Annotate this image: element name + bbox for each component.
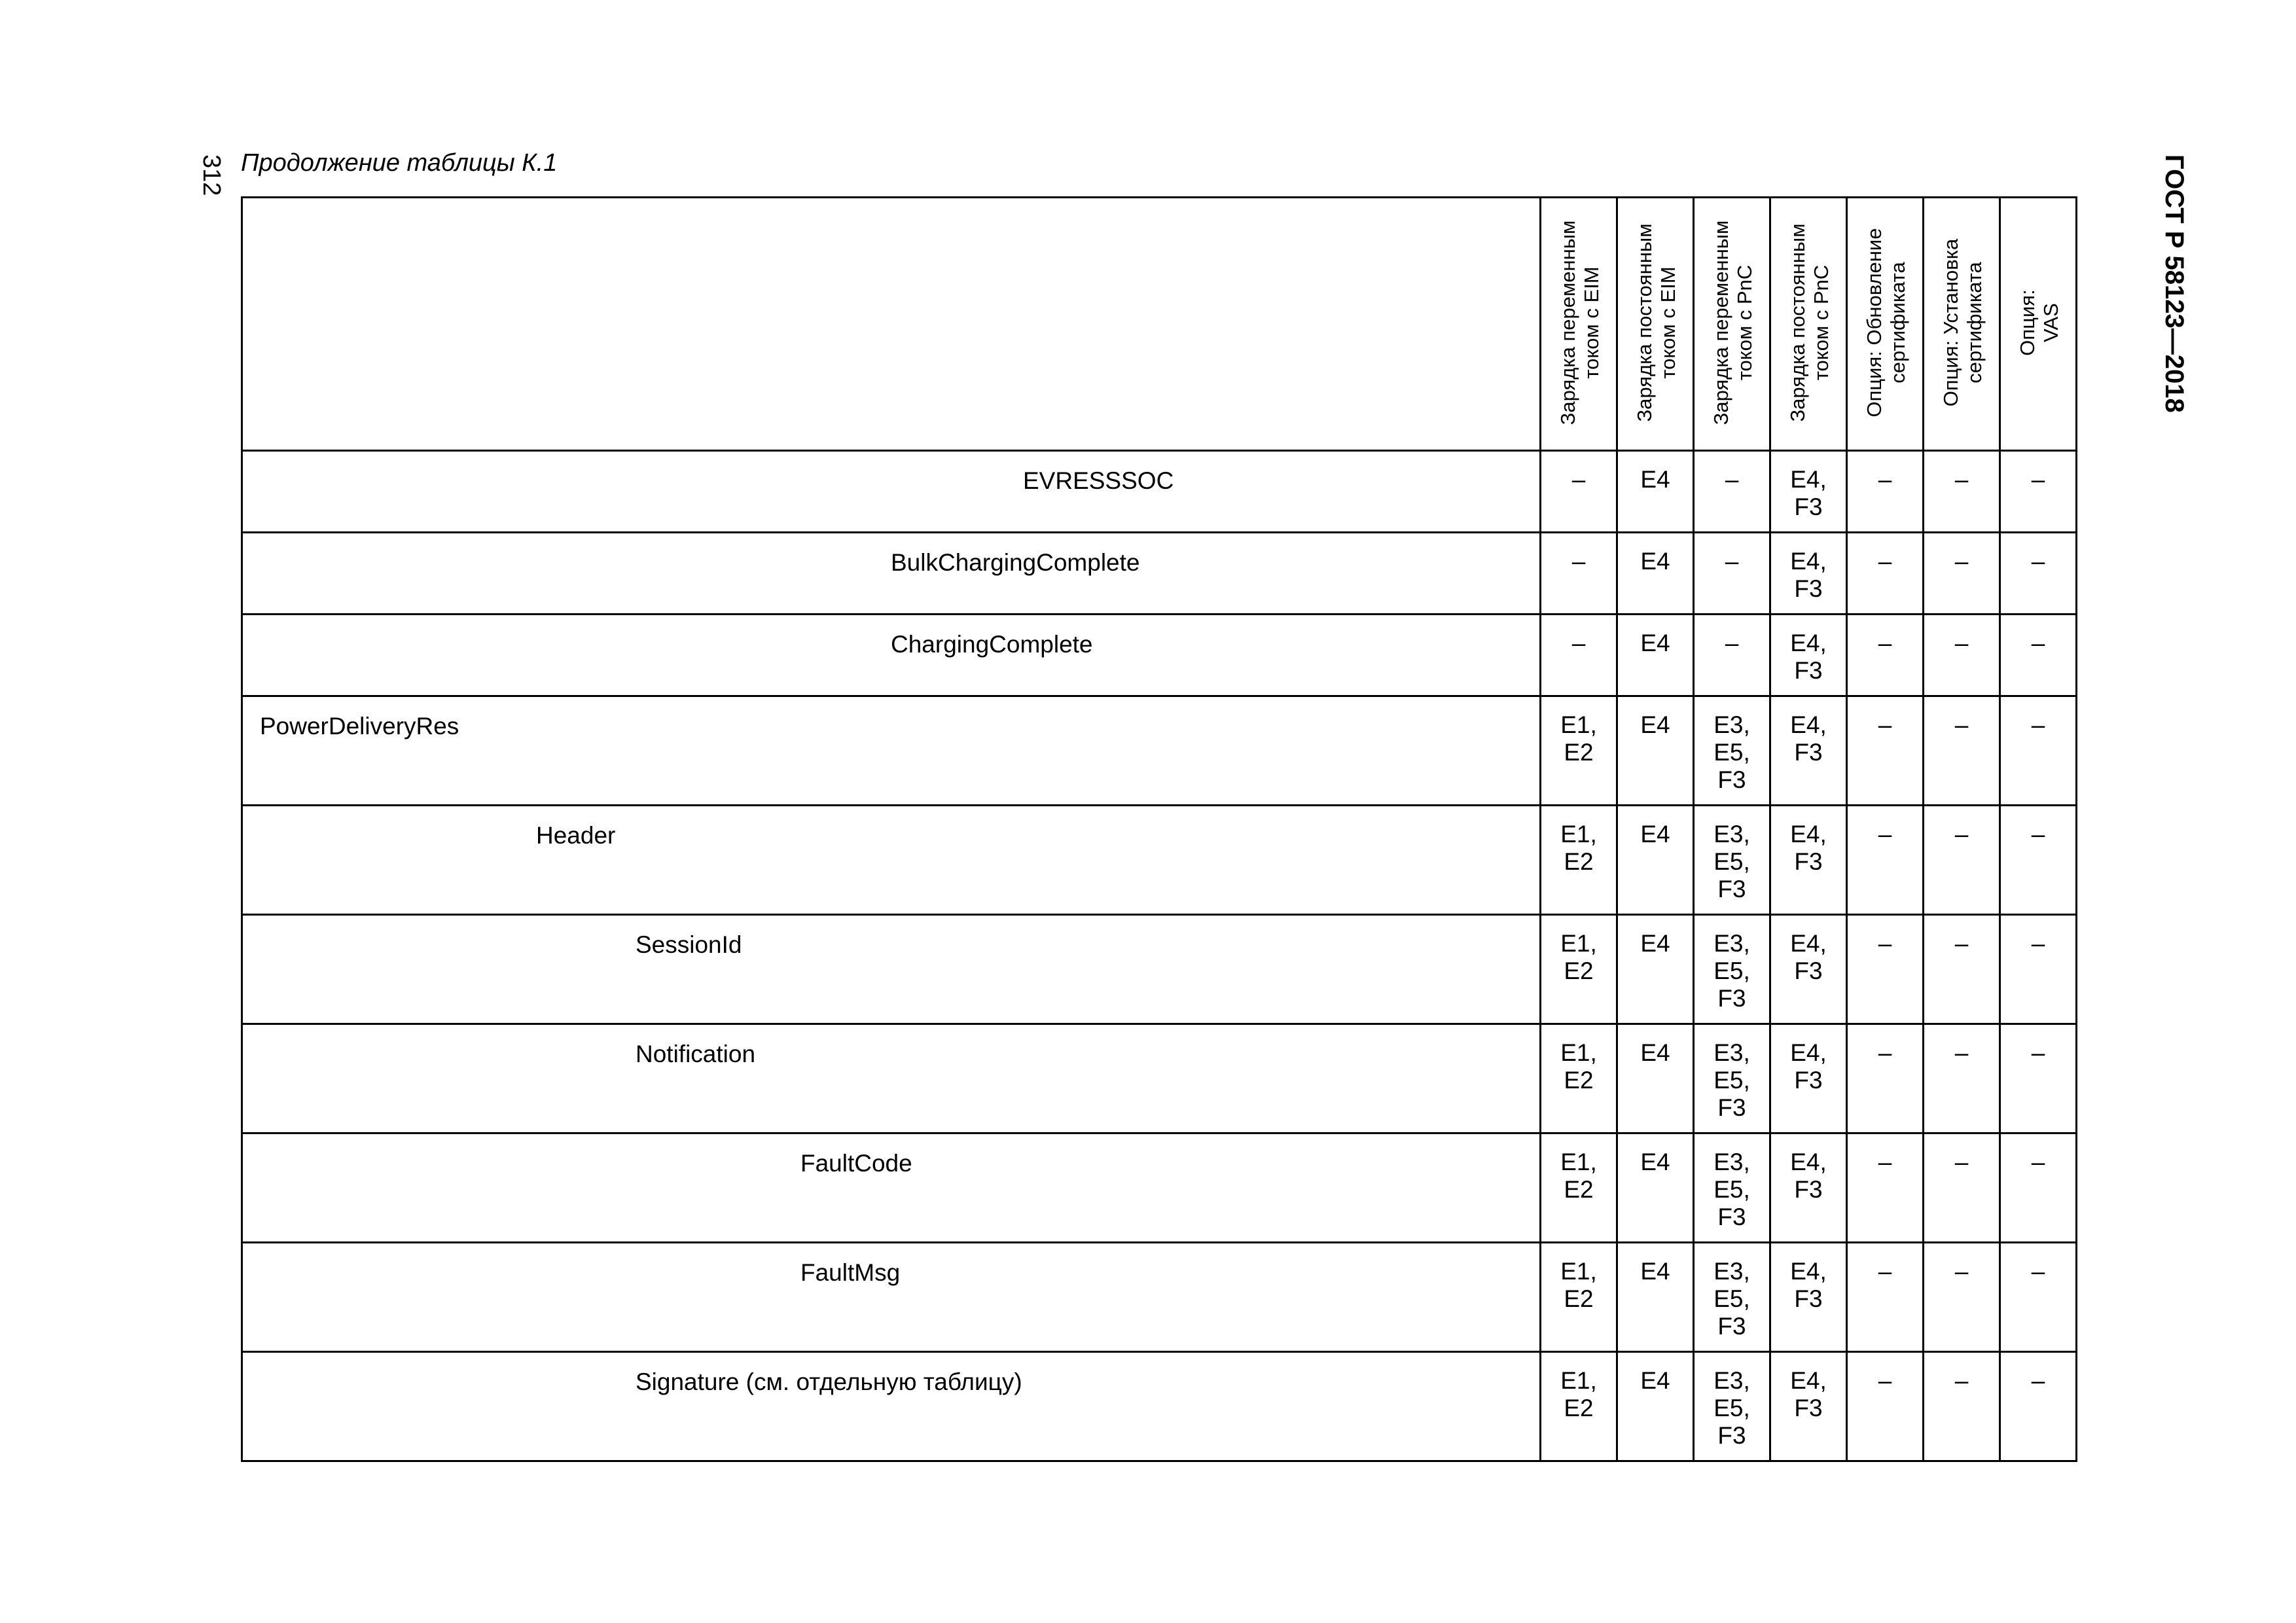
row-name-cell bbox=[242, 696, 1541, 806]
cell-ac-eim: E1, E2 bbox=[1541, 1133, 1617, 1243]
cell-cert-update: – bbox=[1847, 1133, 1924, 1243]
header-dc-eim: Зарядка постоянным током с EIM bbox=[1617, 198, 1694, 451]
cell-dc-pnc: E4, F3 bbox=[1770, 533, 1847, 615]
cell-vas: – bbox=[2000, 1243, 2077, 1352]
cell-ac-eim: E1, E2 bbox=[1541, 806, 1617, 915]
cell-cert-update: – bbox=[1847, 696, 1924, 806]
cell-cert-update: – bbox=[1847, 533, 1924, 615]
cell-ac-eim: E1, E2 bbox=[1541, 1352, 1617, 1461]
cell-cert-install: – bbox=[1924, 1133, 2000, 1243]
cell-dc-eim: E4 bbox=[1617, 1243, 1694, 1352]
cell-dc-eim: E4 bbox=[1617, 806, 1694, 915]
cell-ac-pnc: E3, E5, F3 bbox=[1694, 806, 1770, 915]
cell-cert-install: – bbox=[1924, 806, 2000, 915]
header-cert-install: Опция: Установка сертификата bbox=[1924, 198, 2000, 451]
cell-cert-install: – bbox=[1924, 1352, 2000, 1461]
cell-dc-pnc: E4, F3 bbox=[1770, 806, 1847, 915]
header-ac-pnc: Зарядка переменным током с PnC bbox=[1694, 198, 1770, 451]
row-name: Notification bbox=[636, 1041, 756, 1067]
cell-ac-pnc: E3, E5, F3 bbox=[1694, 1133, 1770, 1243]
cell-cert-install: – bbox=[1924, 533, 2000, 615]
cell-ac-eim: – bbox=[1541, 533, 1617, 615]
header-cert-update: Опция: Обновление сертификата bbox=[1847, 198, 1924, 451]
cell-dc-pnc: E4, F3 bbox=[1770, 1133, 1847, 1243]
header-dc-pnc: Зарядка постоянным током с PnC bbox=[1770, 198, 1847, 451]
row-name: FaultMsg bbox=[800, 1259, 901, 1286]
table-row bbox=[242, 1024, 2077, 1133]
cell-dc-pnc: E4, F3 bbox=[1770, 1352, 1847, 1461]
cell-vas: – bbox=[2000, 533, 2077, 615]
document-id bbox=[2160, 154, 2189, 442]
cell-ac-pnc: – bbox=[1694, 451, 1770, 533]
cell-ac-pnc: E3, E5, F3 bbox=[1694, 915, 1770, 1024]
row-name-cell bbox=[242, 615, 1541, 696]
row-name: SessionId bbox=[636, 931, 742, 958]
cell-vas: – bbox=[2000, 1133, 2077, 1243]
row-name: PowerDeliveryRes bbox=[260, 713, 459, 740]
cell-vas: – bbox=[2000, 451, 2077, 533]
cell-dc-eim: E4 bbox=[1617, 1133, 1694, 1243]
cell-ac-eim: E1, E2 bbox=[1541, 696, 1617, 806]
header-empty-cell bbox=[242, 198, 1541, 451]
cell-dc-eim: E4 bbox=[1617, 915, 1694, 1024]
cell-cert-update: – bbox=[1847, 1024, 1924, 1133]
cell-dc-eim: E4 bbox=[1617, 1024, 1694, 1133]
cell-ac-eim: – bbox=[1541, 451, 1617, 533]
cell-dc-pnc: E4, F3 bbox=[1770, 915, 1847, 1024]
row-name: FaultCode bbox=[800, 1150, 912, 1177]
table-row bbox=[242, 806, 2077, 915]
cell-cert-update: – bbox=[1847, 806, 1924, 915]
cell-dc-eim: E4 bbox=[1617, 1352, 1694, 1461]
cell-ac-eim: E1, E2 bbox=[1541, 1024, 1617, 1133]
table-row bbox=[242, 451, 2077, 533]
row-name-cell bbox=[242, 915, 1541, 1024]
row-name: ChargingComplete bbox=[891, 631, 1093, 658]
cell-dc-eim: E4 bbox=[1617, 615, 1694, 696]
table-header-row bbox=[242, 198, 2077, 451]
table-row bbox=[242, 1352, 2077, 1461]
row-name-cell bbox=[242, 1243, 1541, 1352]
row-name: BulkChargingComplete bbox=[891, 549, 1140, 576]
cell-dc-pnc: E4, F3 bbox=[1770, 1024, 1847, 1133]
table-row bbox=[242, 696, 2077, 806]
cell-cert-install: – bbox=[1924, 451, 2000, 533]
cell-ac-pnc: – bbox=[1694, 615, 1770, 696]
header-vas: Опция: VAS bbox=[2000, 198, 2077, 451]
cell-cert-update: – bbox=[1847, 451, 1924, 533]
cell-dc-pnc: E4, F3 bbox=[1770, 615, 1847, 696]
cell-cert-install: – bbox=[1924, 1024, 2000, 1133]
row-name: Header bbox=[536, 822, 616, 849]
cell-ac-pnc: E3, E5, F3 bbox=[1694, 1243, 1770, 1352]
row-name-cell bbox=[242, 1352, 1541, 1461]
cell-dc-pnc: E4, F3 bbox=[1770, 696, 1847, 806]
cell-cert-install: – bbox=[1924, 1243, 2000, 1352]
cell-ac-pnc: E3, E5, F3 bbox=[1694, 1024, 1770, 1133]
cell-cert-update: – bbox=[1847, 615, 1924, 696]
row-name-cell bbox=[242, 806, 1541, 915]
cell-dc-eim: E4 bbox=[1617, 451, 1694, 533]
cell-dc-pnc: E4, F3 bbox=[1770, 1243, 1847, 1352]
cell-vas: – bbox=[2000, 915, 2077, 1024]
cell-vas: – bbox=[2000, 1024, 2077, 1133]
cell-ac-pnc: E3, E5, F3 bbox=[1694, 1352, 1770, 1461]
cell-vas: – bbox=[2000, 1352, 2077, 1461]
table-row bbox=[242, 533, 2077, 615]
cell-cert-install: – bbox=[1924, 915, 2000, 1024]
cell-dc-pnc: E4, F3 bbox=[1770, 451, 1847, 533]
table-row bbox=[242, 1243, 2077, 1352]
table-caption: Продолжение таблицы К.1 bbox=[241, 149, 558, 177]
cell-cert-install: – bbox=[1924, 615, 2000, 696]
cell-cert-update: – bbox=[1847, 1352, 1924, 1461]
document-id-text: ГОСТ Р 58123—2018 bbox=[2160, 154, 2189, 413]
cell-ac-eim: E1, E2 bbox=[1541, 915, 1617, 1024]
row-name-cell bbox=[242, 451, 1541, 533]
cell-ac-eim: – bbox=[1541, 615, 1617, 696]
cell-vas: – bbox=[2000, 806, 2077, 915]
row-name: Signature (см. отдельную таблицу) bbox=[636, 1368, 1022, 1395]
header-ac-eim: Зарядка переменным током с EIM bbox=[1541, 198, 1617, 451]
cell-cert-update: – bbox=[1847, 1243, 1924, 1352]
cell-dc-eim: E4 bbox=[1617, 533, 1694, 615]
row-name-cell bbox=[242, 1133, 1541, 1243]
row-name-cell bbox=[242, 1024, 1541, 1133]
cell-cert-update: – bbox=[1847, 915, 1924, 1024]
cell-ac-pnc: E3, E5, F3 bbox=[1694, 696, 1770, 806]
cell-vas: – bbox=[2000, 615, 2077, 696]
cell-dc-eim: E4 bbox=[1617, 696, 1694, 806]
table-row bbox=[242, 1133, 2077, 1243]
table-row bbox=[242, 615, 2077, 696]
cell-cert-install: – bbox=[1924, 696, 2000, 806]
row-name-cell bbox=[242, 533, 1541, 615]
cell-ac-pnc: – bbox=[1694, 533, 1770, 615]
row-name: EVRESSSOC bbox=[1023, 467, 1174, 494]
page-number-text: 312 bbox=[198, 154, 225, 196]
cell-vas: – bbox=[2000, 696, 2077, 806]
cell-ac-eim: E1, E2 bbox=[1541, 1243, 1617, 1352]
table-row bbox=[242, 915, 2077, 1024]
requirements-table bbox=[241, 196, 2077, 1462]
